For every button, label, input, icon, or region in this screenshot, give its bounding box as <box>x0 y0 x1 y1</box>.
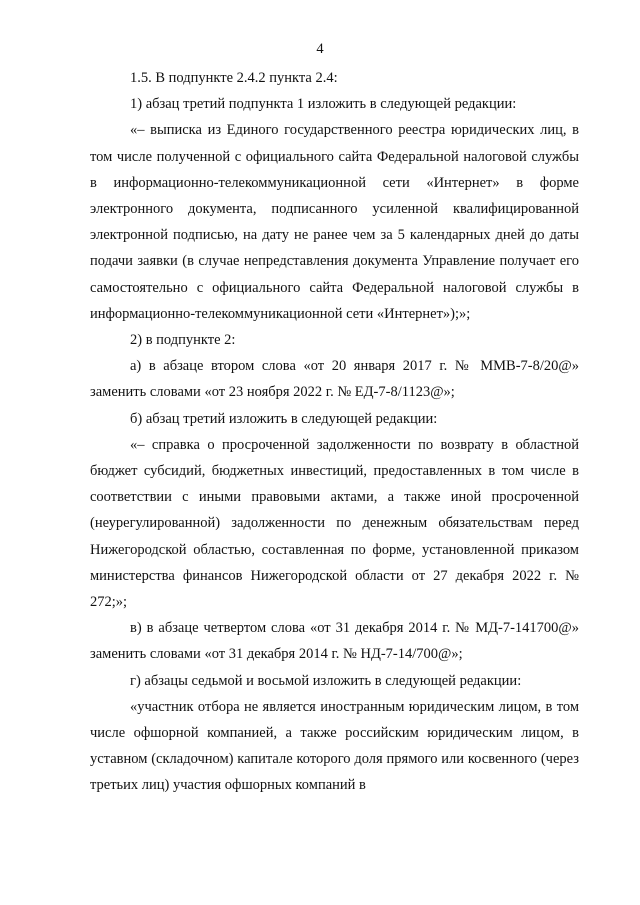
paragraph-item-2a: а) в абзаце втором слова «от 20 января 2017 г. № ММВ-7-8/20@» заменить словами «от 23 ноября 2022 г. № ЕД-7-8/1123@»; <box>90 358 579 401</box>
paragraph-item-1: 1) абзац третий подпункта 1 изложить в следующей редакции: <box>130 96 517 113</box>
paragraph-item-2b: б) абзац третий изложить в следующей редакции: <box>130 410 438 427</box>
page-number: 4 <box>316 41 324 57</box>
document-body <box>90 65 579 799</box>
paragraph-item-2g: г) абзацы седьмой и восьмой изложить в следующей редакции: <box>130 672 522 689</box>
paragraph-debt-certificate: «– справка о просроченной задолженности по возврату в областной бюджет субсидий, бюджетных инвестиций, предоставленных в том числе в соответствии с иными правовыми актами, а также иной просроченной (неурегулированной) задолженности по денежным обязательствам перед Нижегородской областью, составленная по форме, установленной приказом министерства финансов Нижегородской области от 27 декабря 2022 г. № 272;»; <box>90 436 579 611</box>
paragraph-item-2v: в) в абзаце четвертом слова «от 31 декабря 2014 г. № МД-7-141700@» заменить словами «от 31 декабря 2014 г. № НД-7-14/700@»; <box>90 620 579 663</box>
paragraph-item-2: 2) в подпункте 2: <box>130 332 236 349</box>
paragraph-egrul-extract: «– выписка из Единого государственного реестра юридических лиц, в том числе полученной с официального сайта Федеральной налоговой службы в информационно-телекоммуникационной сети «Интернет» в форме электронного документа, подписанного усиленной квалифицированной электронной подписью, на дату не ранее чем за 5 календарных дней до даты подачи заявки (в случае непредставления документа Управление получает его самостоятельно с официального сайта Федеральной налоговой службы в информационно-телекоммуникационной сети «Интернет»);»; <box>90 122 579 322</box>
paragraph-offshore: «участник отбора не является иностранным юридическим лицом, в том числе офшорной компанией, а также российским юридическим лицом, в уставном (складочном) капитале которого доля прямого или косвенного (через третьих лиц) участия офшорных компаний в <box>90 698 579 794</box>
paragraph-1-5: 1.5. В подпункте 2.4.2 пункта 2.4: <box>130 70 338 86</box>
